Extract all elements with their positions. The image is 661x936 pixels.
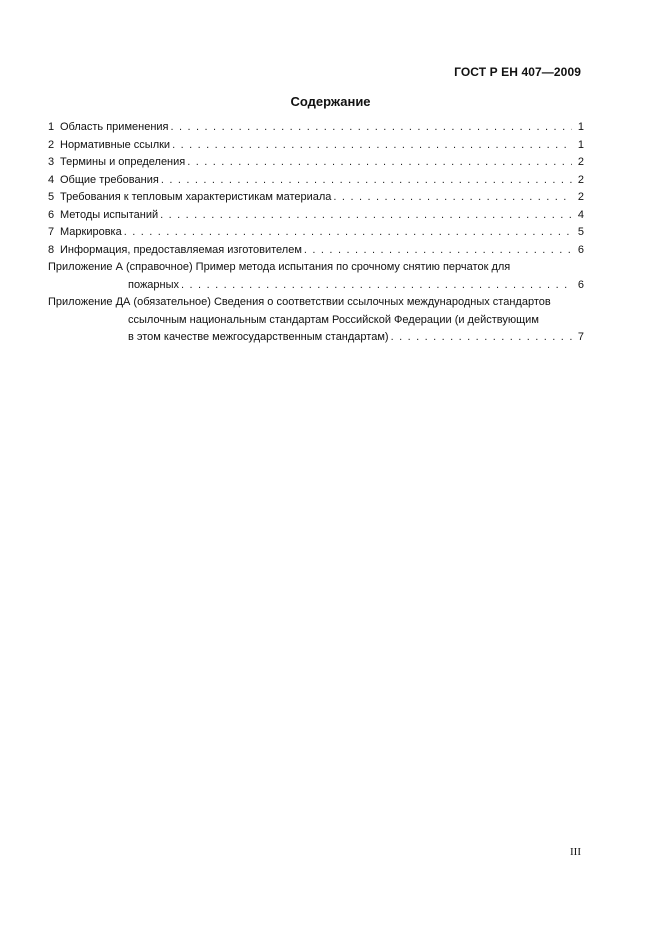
toc-item-page: 2: [577, 156, 584, 168]
toc-leader-dots: [304, 242, 572, 260]
toc-item-page: 4: [577, 208, 584, 221]
toc-annex-a-line2[interactable]: [48, 277, 584, 295]
toc-annex-da-page: 7: [577, 331, 584, 343]
toc-annex-da-title-cont2: в этом качестве межгосударственным стандартам): [128, 331, 389, 343]
toc-annex-a-line1[interactable]: [48, 259, 584, 277]
toc-item-page: 5: [577, 226, 584, 238]
toc-annex-a-title: Приложение А (справочное) Пример метода испытания по срочному снятию перчаток для: [48, 261, 511, 273]
toc-item-number: 4: [48, 173, 55, 186]
toc-item-text: Область применения: [60, 121, 169, 133]
toc-item-text: Информация, предоставляемая изготовителем: [60, 243, 302, 256]
toc-annex-da-line3[interactable]: [48, 329, 584, 347]
toc-item-page: 6: [577, 243, 584, 256]
toc-leader-dots: [160, 207, 572, 225]
toc-annex-da-title: Приложение ДА (обязательное) Сведения о соответствии ссылочных международных стандартов: [48, 296, 551, 308]
toc-item-2[interactable]: [48, 137, 584, 155]
toc-leader-dots: [172, 137, 572, 155]
toc-item-text: Общие требования: [60, 173, 159, 186]
toc-item-number: 1: [48, 121, 55, 133]
toc-item-1[interactable]: [48, 119, 584, 137]
toc-item-text: Маркировка: [60, 226, 122, 238]
toc-item-8[interactable]: [48, 242, 584, 260]
toc-leader-dots: [187, 154, 572, 172]
toc-item-5[interactable]: [48, 189, 584, 207]
toc-item-page: 1: [577, 121, 584, 133]
toc-item-page: 2: [577, 191, 584, 203]
toc-item-text: Термины и определения: [60, 156, 186, 168]
toc-leader-dots: [124, 224, 572, 242]
toc-item-number: 3: [48, 156, 55, 168]
toc-annex-a-title-cont: пожарных: [128, 278, 180, 291]
toc-item-number: 8: [48, 243, 55, 256]
table-of-contents: [48, 119, 584, 347]
toc-item-number: 6: [48, 208, 55, 221]
toc-item-number: 7: [48, 226, 55, 238]
toc-annex-da-line2[interactable]: [48, 312, 584, 330]
toc-item-text: Методы испытаний: [60, 208, 159, 221]
toc-item-number: 5: [48, 191, 55, 203]
toc-title: Содержание: [290, 94, 371, 109]
toc-annex-a-page: 6: [577, 278, 584, 291]
toc-item-page: 2: [577, 173, 584, 186]
toc-item-number: 2: [48, 138, 55, 151]
toc-leader-dots: [181, 277, 572, 295]
toc-annex-da-line1[interactable]: [48, 294, 584, 312]
toc-leader-dots: [333, 189, 572, 207]
page-number: III: [570, 846, 581, 858]
toc-leader-dots: [391, 329, 572, 347]
toc-item-text: Требования к тепловым характеристикам материала: [60, 191, 332, 203]
toc-item-7[interactable]: [48, 224, 584, 242]
toc-leader-dots: [161, 172, 572, 190]
toc-item-text: Нормативные ссылки: [60, 138, 171, 151]
toc-leader-dots: [171, 119, 573, 137]
document-header-code: ГОСТ Р ЕН 407—2009: [454, 65, 581, 79]
toc-annex-da-title-cont: ссылочным национальным стандартам Российской Федерации (и действующим: [128, 313, 539, 326]
toc-item-4[interactable]: [48, 172, 584, 190]
toc-item-6[interactable]: [48, 207, 584, 225]
toc-item-page: 1: [577, 138, 584, 151]
toc-item-3[interactable]: [48, 154, 584, 172]
